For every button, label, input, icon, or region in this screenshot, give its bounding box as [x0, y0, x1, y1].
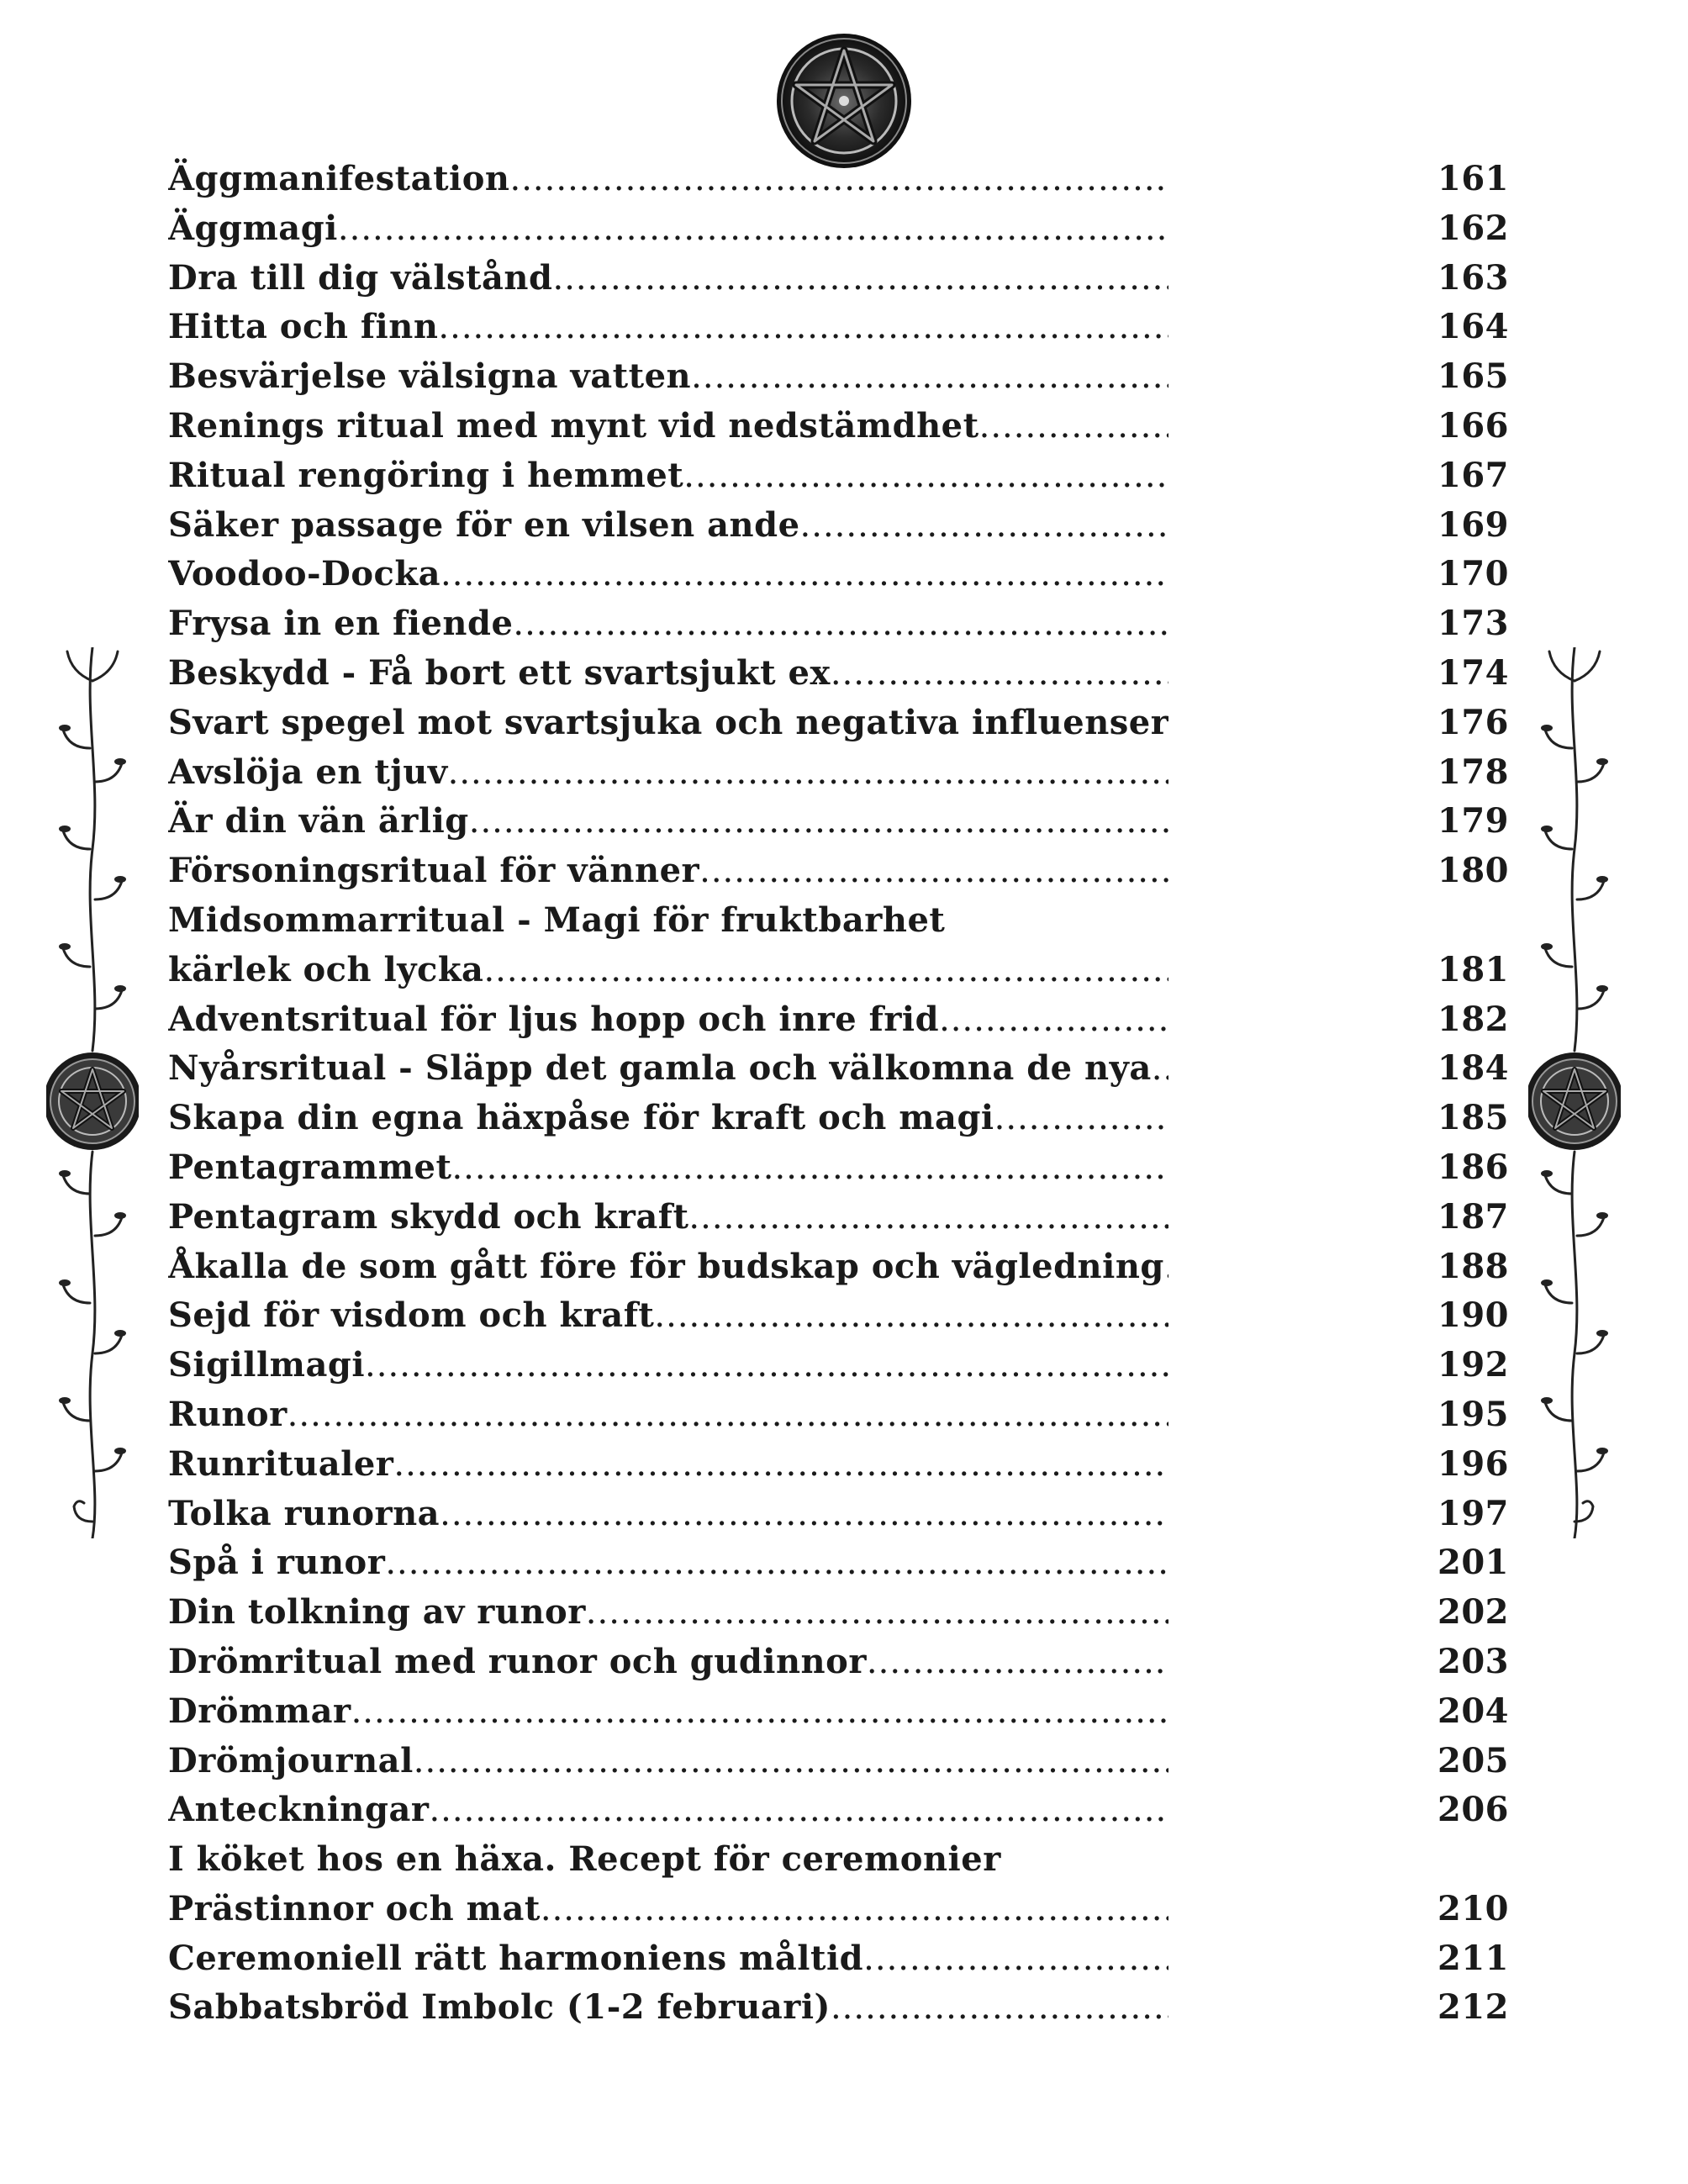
- toc-entry-title: Äggmanifestation .....: [168, 155, 1168, 204]
- toc-entry-page-number: 212: [1437, 1987, 1509, 2028]
- toc-entry: [168, 1440, 1513, 1490]
- toc-entry: [168, 1193, 1513, 1242]
- toc-entry-title: Tolka runorna .....: [168, 1490, 1168, 1539]
- toc-entry-page-number: 202: [1437, 1592, 1509, 1633]
- toc-entry: [168, 1044, 1513, 1094]
- toc-entry-page-number: 211: [1437, 1938, 1509, 1978]
- toc-entry-title: Besvärjelse välsigna vatten .....: [168, 352, 1168, 402]
- toc-entry: [168, 402, 1513, 451]
- toc-entry: [168, 649, 1513, 699]
- toc-entry-page-number: 176: [1437, 702, 1509, 742]
- toc-entry-page-number: 161: [1437, 159, 1509, 198]
- toc-entry: [168, 1490, 1513, 1539]
- right-vine-ornament-icon: [1528, 647, 1621, 1538]
- toc-entry: [168, 501, 1513, 551]
- toc-entry-page-number: 185: [1437, 1098, 1509, 1138]
- toc-entry-page-number: 195: [1437, 1394, 1509, 1434]
- toc-entry: [168, 1737, 1513, 1786]
- toc-entry-title: Drömjournal .....: [168, 1737, 1168, 1786]
- toc-entry-page-number: 179: [1437, 801, 1509, 841]
- toc-entry: [168, 1934, 1513, 1984]
- toc-entry: [168, 1094, 1513, 1143]
- toc-entry: [168, 699, 1513, 748]
- toc-entry: [168, 995, 1513, 1045]
- toc-entry-page-number: 210: [1437, 1888, 1509, 1928]
- toc-entry-title: Adventsritual för ljus hopp och inre frid .....: [168, 995, 1168, 1045]
- toc-entry-page-number: 163: [1437, 257, 1509, 298]
- toc-entry-title: Runritualer .....: [168, 1440, 1168, 1490]
- left-vine-ornament-icon: [46, 647, 139, 1538]
- toc-entry-page-number: 182: [1437, 999, 1509, 1039]
- toc-entry: [168, 797, 1513, 847]
- toc-entry-page-number: 165: [1437, 356, 1509, 397]
- toc-entry-title: Säker passage för en vilsen ande .....: [168, 501, 1168, 551]
- toc-entry-title: Beskydd - Få bort ett svartsjukt ex .....: [168, 649, 1168, 699]
- toc-entry-title: Sabbatsbröd Imbolc (1-2 februari) .....: [168, 1983, 1168, 2033]
- toc-entry-page-number: 196: [1437, 1443, 1509, 1484]
- toc-entry-title: Nyårsritual - Släpp det gamla och välkomna de nya .....: [168, 1044, 1168, 1094]
- toc-entry-title: Svart spegel mot svartsjuka och negativa influenser .....: [168, 699, 1168, 748]
- toc-entry-page-number: 206: [1437, 1790, 1509, 1830]
- toc-entry-page-number: 178: [1437, 752, 1509, 792]
- toc-entry-title: Frysa in en fiende .....: [168, 599, 1168, 649]
- toc-entry-title: Drömmar .....: [168, 1687, 1168, 1737]
- toc-entry: [168, 1588, 1513, 1638]
- toc-entry-title: Avslöja en tjuv .....: [168, 748, 1168, 798]
- toc-entry-title: Anteckningar .....: [168, 1786, 1168, 1835]
- toc-entry-title: Dra till dig välstånd .....: [168, 254, 1168, 303]
- toc-entry-title: Åkalla de som gått före för budskap och vägledning .....: [168, 1242, 1168, 1292]
- toc-entry: [168, 254, 1513, 303]
- toc-entry: [168, 204, 1513, 254]
- toc-entry: [168, 550, 1513, 599]
- toc-entry-title: Pentagrammet .....: [168, 1143, 1168, 1193]
- toc-entry-page-number: 174: [1437, 652, 1509, 693]
- toc-entry-title: Äggmagi .....: [168, 204, 1168, 254]
- toc-entry: [168, 946, 1513, 995]
- toc-entry: [168, 1835, 1513, 1885]
- toc-entry-title: Ceremoniell rätt harmoniens måltid .....: [168, 1934, 1168, 1984]
- toc-entry: [168, 352, 1513, 402]
- toc-entry: [168, 1143, 1513, 1193]
- toc-entry: [168, 1885, 1513, 1934]
- toc-entry: [168, 847, 1513, 896]
- toc-entry: [168, 1390, 1513, 1440]
- toc-entry-title: Drömritual med runor och gudinnor .....: [168, 1638, 1168, 1687]
- toc-entry-title: Runor .....: [168, 1390, 1168, 1440]
- toc-entry-title: Försoningsritual för vänner .....: [168, 847, 1168, 896]
- toc-entry: [168, 155, 1513, 204]
- toc-entry: [168, 1538, 1513, 1588]
- toc-entry-page-number: 201: [1437, 1543, 1509, 1583]
- toc-entry-title: Spå i runor .....: [168, 1538, 1168, 1588]
- toc-entry-page-number: 197: [1437, 1493, 1509, 1533]
- toc-entry-title: I köket hos en häxa. Recept för ceremonier: [168, 1839, 1001, 1880]
- toc-entry: [168, 748, 1513, 798]
- toc-entry-title: Ritual rengöring i hemmet .....: [168, 451, 1168, 501]
- toc-entry: [168, 1638, 1513, 1687]
- toc-entry: [168, 303, 1513, 352]
- toc-entry-title: Skapa din egna häxpåse för kraft och magi .....: [168, 1094, 1168, 1143]
- toc-entry: [168, 896, 1513, 946]
- table-of-contents: [168, 155, 1513, 2033]
- toc-entry-page-number: 190: [1437, 1295, 1509, 1336]
- toc-entry-title: Renings ritual med mynt vid nedstämdhet .....: [168, 402, 1168, 451]
- toc-entry-title: kärlek och lycka .....: [168, 946, 1168, 995]
- toc-entry-page-number: 180: [1437, 851, 1509, 891]
- toc-entry-title: Sigillmagi .....: [168, 1341, 1168, 1390]
- toc-entry: [168, 1687, 1513, 1737]
- toc-entry-page-number: 186: [1437, 1147, 1509, 1187]
- toc-entry: [168, 1291, 1513, 1341]
- toc-entry-title: Sejd för visdom och kraft .....: [168, 1291, 1168, 1341]
- toc-entry: [168, 1983, 1513, 2033]
- toc-entry: [168, 451, 1513, 501]
- pentagram-emblem-icon: [775, 32, 913, 170]
- toc-entry-page-number: 181: [1437, 949, 1509, 989]
- toc-entry-page-number: 167: [1437, 455, 1509, 495]
- toc-entry-page-number: 162: [1437, 208, 1509, 248]
- toc-entry-page-number: 164: [1437, 307, 1509, 347]
- toc-entry: [168, 1242, 1513, 1292]
- toc-entry-page-number: 192: [1437, 1345, 1509, 1385]
- toc-entry-title: Midsommarritual - Magi för fruktbarhet: [168, 899, 946, 940]
- toc-entry-title: Är din vän ärlig .....: [168, 797, 1168, 847]
- toc-entry-page-number: 170: [1437, 554, 1509, 594]
- toc-entry-title: Prästinnor och mat .....: [168, 1885, 1168, 1934]
- toc-entry: [168, 1341, 1513, 1390]
- toc-entry-page-number: 166: [1437, 405, 1509, 446]
- toc-entry-page-number: 203: [1437, 1641, 1509, 1681]
- toc-entry-page-number: 187: [1437, 1196, 1509, 1237]
- toc-entry-title: Din tolkning av runor .....: [168, 1588, 1168, 1638]
- toc-entry: [168, 599, 1513, 649]
- toc-entry-page-number: 173: [1437, 604, 1509, 644]
- toc-entry-page-number: 204: [1437, 1691, 1509, 1731]
- toc-entry-page-number: 188: [1437, 1246, 1509, 1286]
- toc-entry-title: Hitta och finn .....: [168, 303, 1168, 352]
- toc-entry-title: Pentagram skydd och kraft .....: [168, 1193, 1168, 1242]
- toc-entry: [168, 1786, 1513, 1835]
- toc-entry-page-number: 169: [1437, 504, 1509, 545]
- toc-entry-page-number: 205: [1437, 1740, 1509, 1780]
- toc-entry-page-number: 184: [1437, 1048, 1509, 1089]
- toc-entry-title: Voodoo-Docka .....: [168, 550, 1168, 599]
